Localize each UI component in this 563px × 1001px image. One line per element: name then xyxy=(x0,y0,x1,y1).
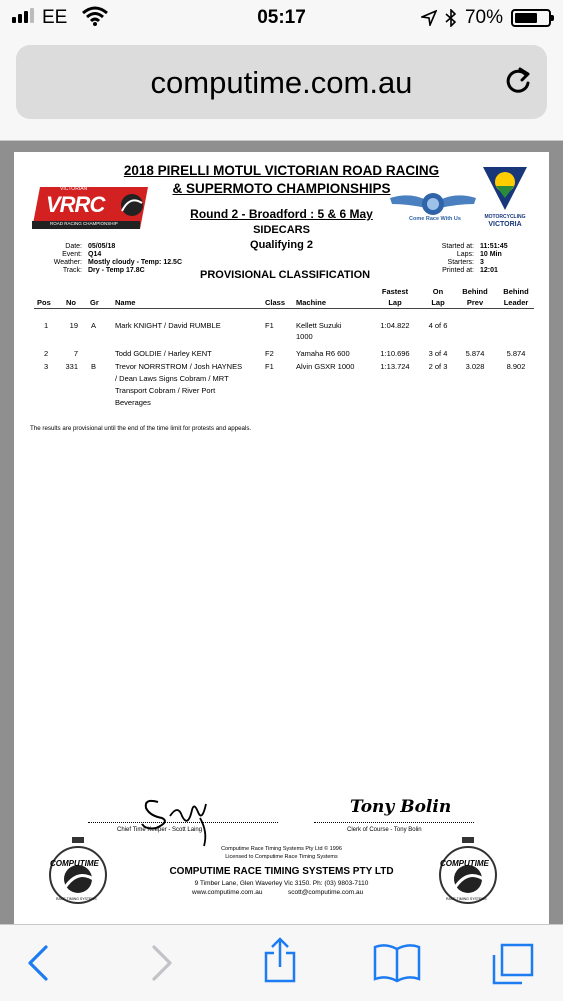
header-pos: Pos xyxy=(37,298,51,307)
cell-name: Todd GOLDIE / Harley KENT xyxy=(115,349,212,358)
info-value: Mostly cloudy - Temp: 12.5C xyxy=(88,259,182,266)
location-arrow-icon xyxy=(421,10,437,26)
info-starters xyxy=(424,259,534,267)
table-row xyxy=(14,361,549,409)
provisional-classification-title: PROVISIONAL CLASSIFICATION xyxy=(200,269,371,281)
info-laps xyxy=(424,251,534,259)
cell-fastest: 1:04.822 xyxy=(380,321,410,330)
header-gr: Gr xyxy=(90,298,99,307)
results-table-header xyxy=(14,284,549,308)
forward-icon[interactable] xyxy=(146,943,176,983)
cell-gr: A xyxy=(91,321,97,330)
cell-behind-leader: 5.874 xyxy=(506,349,526,358)
cell-machine: Alvin GSXR 1000 xyxy=(296,362,355,371)
cell-on-lap: 3 of 4 xyxy=(428,349,448,358)
computime-logo-text: COMPUTIME xyxy=(50,859,99,868)
info-label: Starters: xyxy=(447,259,474,266)
browser-toolbar xyxy=(0,924,563,1001)
cell-on-lap: 4 of 6 xyxy=(428,321,448,330)
info-value: 05/05/18 xyxy=(88,243,116,250)
bookmarks-icon[interactable] xyxy=(372,943,422,983)
cell-machine-2: 1000 xyxy=(296,332,313,341)
cell-name-4: Beverages xyxy=(115,398,151,407)
wings-logo-text: Come Race With Us xyxy=(409,216,461,222)
info-weather xyxy=(28,259,208,267)
info-label: Started at: xyxy=(441,243,474,250)
header-on: On xyxy=(432,287,444,296)
event-name: SIDECARS xyxy=(253,224,310,236)
header-name: Name xyxy=(115,298,136,307)
cell-behind-prev: 3.028 xyxy=(465,362,485,371)
provisional-note: The results are provisional until the end of the time limit for protests and appeals. xyxy=(30,425,252,432)
clock: 05:17 xyxy=(257,7,306,28)
event-info-right xyxy=(424,243,534,275)
footer-web: www.computime.com.au xyxy=(192,889,263,896)
cell-class: F1 xyxy=(265,362,274,371)
cell-fastest: 1:13.724 xyxy=(380,362,410,371)
footer-copyright: Computime Race Timing Systems Pty Ltd © 1996 xyxy=(221,846,342,852)
championship-title-line2: & SUPERMOTO CHAMPIONSHIPS xyxy=(172,181,391,196)
info-value: 3 xyxy=(480,259,484,266)
signature-line-left xyxy=(88,822,278,823)
header-fastest-lap: Lap xyxy=(388,298,402,307)
header-machine: Machine xyxy=(296,298,327,307)
header-behind-prev-1: Behind xyxy=(462,287,488,296)
results-document xyxy=(14,152,549,927)
table-header-rule xyxy=(34,308,534,309)
computime-logo-subtext: RACE TIMING SYSTEMS xyxy=(446,897,487,901)
table-row xyxy=(14,320,549,344)
info-printed xyxy=(424,267,534,275)
cell-no: 7 xyxy=(73,349,78,358)
signature-line-right xyxy=(314,822,474,823)
bluetooth-icon xyxy=(445,9,457,27)
battery-icon xyxy=(511,9,551,27)
info-value: Dry - Temp 17.8C xyxy=(88,267,145,274)
info-label: Weather: xyxy=(53,259,82,266)
info-value: 11:51:45 xyxy=(480,243,508,250)
tabs-icon[interactable] xyxy=(490,943,536,985)
computime-logo-subtext: RACE TIMING SYSTEMS xyxy=(56,897,97,901)
header-behind-prev-2: Prev xyxy=(466,298,484,307)
cell-class: F2 xyxy=(265,349,274,358)
cell-behind-leader: 8.902 xyxy=(506,362,526,371)
cell-pos: 2 xyxy=(44,349,49,358)
header-no: No xyxy=(66,298,76,307)
info-value: 10 Min xyxy=(480,251,502,258)
footer-company: COMPUTIME RACE TIMING SYSTEMS PTY LTD xyxy=(169,866,394,877)
header-fastest: Fastest xyxy=(381,287,409,296)
info-value: Q14 xyxy=(88,251,102,258)
carrier-name: EE xyxy=(42,7,68,29)
vrrc-main-text: VRRC xyxy=(46,192,105,217)
reload-icon[interactable] xyxy=(503,65,533,97)
cell-name-2: / Dean Laws Signs Cobram / MRT xyxy=(115,374,229,383)
cell-fastest: 1:10.696 xyxy=(380,349,410,358)
table-row xyxy=(14,348,549,360)
cell-pos: 3 xyxy=(44,362,49,371)
cell-name: Mark KNIGHT / David RUMBLE xyxy=(115,321,221,330)
browser-nav-bar xyxy=(0,36,563,141)
info-label: Event: xyxy=(62,251,82,258)
cell-name: Trevor NORRSTROM / Josh HAYNES xyxy=(115,362,243,371)
mv-line2: VICTORIA xyxy=(488,221,522,228)
info-date xyxy=(28,243,208,251)
info-value: 12:01 xyxy=(480,267,498,274)
header-on-lap: Lap xyxy=(431,298,445,307)
chief-time-keeper-caption: Chief Time Keeper - Scott Laing xyxy=(117,827,203,833)
header-class: Class xyxy=(265,298,286,307)
footer-address: 9 Timber Lane, Glen Waverley Vic 3150. Ph: (03) 9803-7110 xyxy=(194,880,369,887)
info-label: Date: xyxy=(65,243,82,250)
cell-no: 331 xyxy=(65,362,78,371)
round-title: Round 2 - Broadford : 5 & 6 May xyxy=(190,207,373,221)
url-text[interactable]: computime.com.au xyxy=(150,65,413,100)
vrrc-sub-text: ROAD RACING CHAMPIONSHIP xyxy=(50,221,118,226)
footer-email: scott@computime.com.au xyxy=(288,889,364,896)
header-behind-leader-2: Leader xyxy=(503,298,529,307)
cell-on-lap: 2 of 3 xyxy=(428,362,448,371)
info-started xyxy=(424,243,534,251)
share-icon[interactable] xyxy=(262,937,298,983)
championship-title-line1: 2018 PIRELLI MOTUL VICTORIAN ROAD RACING xyxy=(123,163,440,178)
info-label: Laps: xyxy=(456,251,474,258)
cell-machine: Yamaha R6 600 xyxy=(296,349,350,358)
signature-scott-laing xyxy=(132,792,222,848)
status-right xyxy=(421,7,551,29)
info-label: Printed at: xyxy=(442,267,474,274)
cell-name-3: Transport Cobram / River Port xyxy=(115,386,216,395)
signature-tony-bolin: Tony Bolin xyxy=(350,797,452,817)
cell-machine: Kellett Suzuki xyxy=(296,321,342,330)
cell-pos: 1 xyxy=(44,321,49,330)
address-bar[interactable] xyxy=(16,45,547,119)
cell-no: 19 xyxy=(69,321,78,330)
cell-class: F1 xyxy=(265,321,274,330)
info-event xyxy=(28,251,208,259)
mv-line1: MOTORCYCLING xyxy=(484,214,526,220)
event-info-left xyxy=(28,243,208,275)
clerk-of-course-caption: Clerk of Course - Tony Bolin xyxy=(347,827,422,833)
status-bar xyxy=(0,0,563,36)
vrrc-top-text: VICTORIAN xyxy=(60,186,88,192)
battery-percentage: 70% xyxy=(464,7,503,28)
battery-fill xyxy=(515,13,537,23)
cell-behind-prev: 5.874 xyxy=(465,349,485,358)
info-track xyxy=(28,267,208,275)
computime-logo-text: COMPUTIME xyxy=(440,859,489,868)
session-name: Qualifying 2 xyxy=(250,239,313,251)
footer-licensed: Licensed to Computime Race Timing Systems xyxy=(225,854,338,860)
back-icon[interactable] xyxy=(24,943,54,983)
cell-gr: B xyxy=(91,362,97,371)
info-label: Track: xyxy=(62,267,82,274)
header-behind-leader-1: Behind xyxy=(503,287,529,296)
